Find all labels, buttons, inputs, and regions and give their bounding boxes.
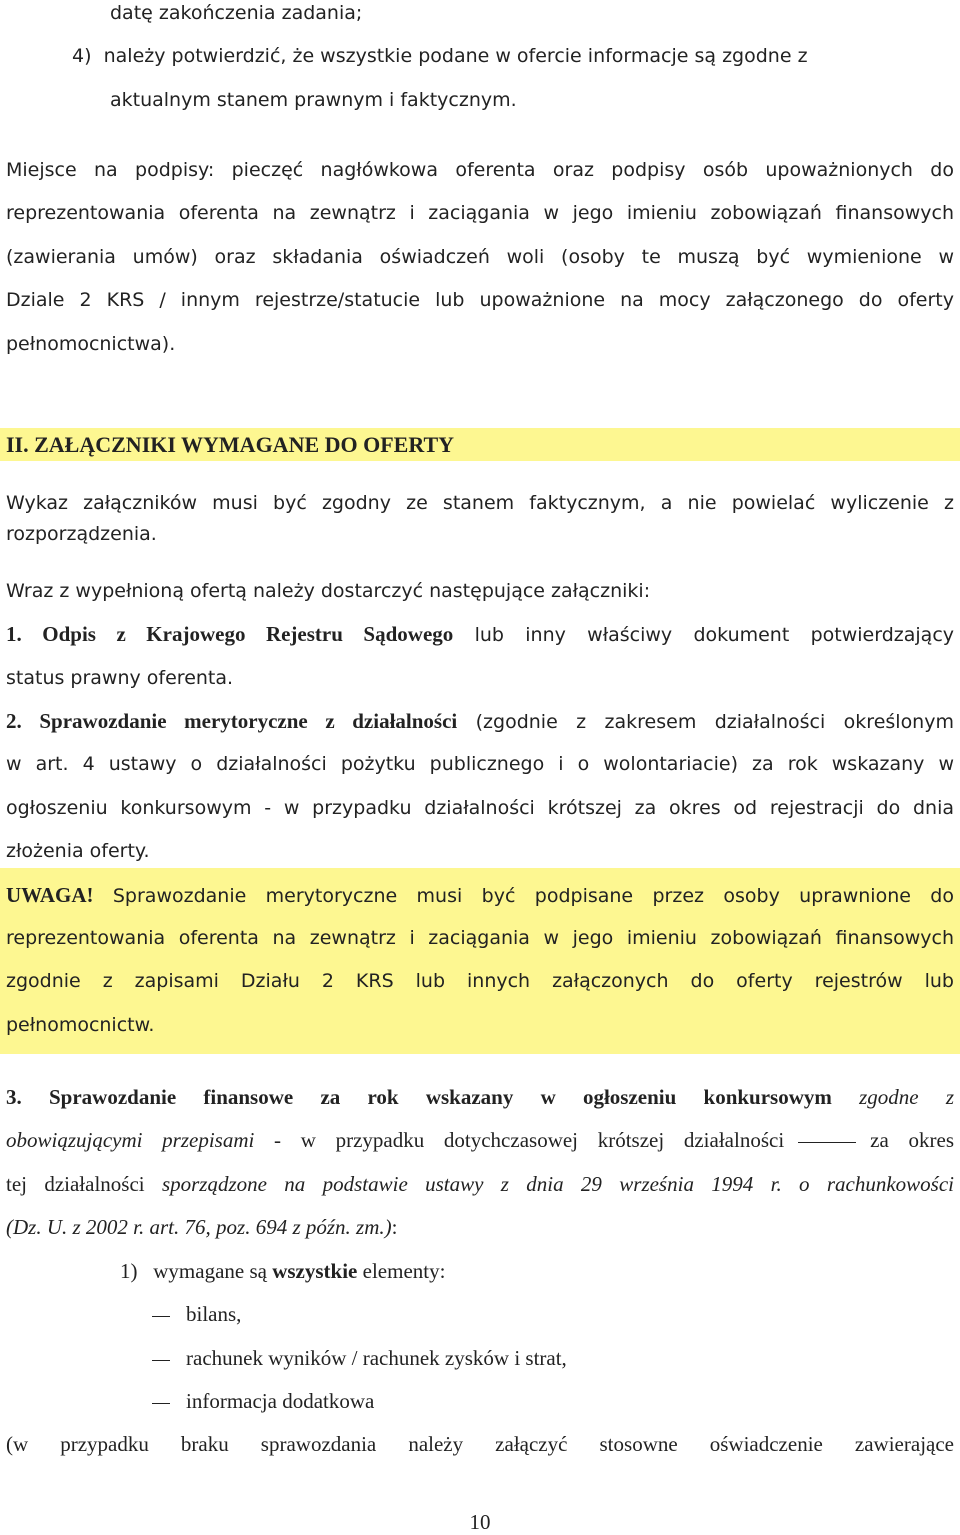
intro-line-1: Wykaz załączników musi być zgodny ze stanem faktycznym, a nie powielać wyliczenie z	[6, 492, 954, 514]
item1-line-2: status prawny oferenta.	[6, 667, 234, 689]
dash-item-text: rachunek wyników / rachunek zysków i strat,	[186, 1346, 567, 1370]
intro-line-3: Wraz z wypełnioną ofertą należy dostarczyć następujące załączniki:	[6, 580, 651, 602]
item2-line-1	[6, 708, 954, 735]
top-line-1: datę zakończenia zadania;	[110, 2, 363, 24]
list-text: należy potwierdzić, że wszystkie podane w ofercie informacje są zgodne z	[103, 45, 808, 67]
dash-item	[152, 1301, 954, 1327]
item3-italic-4: (Dz. U. z 2002 r. art. 76, poz. 694 z późn. zm.)	[6, 1215, 392, 1239]
item2-line-3: ogłoszeniu konkursowym - w przypadku działalności krótszej za okres od rejestracji do dnia	[6, 797, 954, 819]
req-number: 1)	[120, 1259, 138, 1283]
sign-line-5: pełnomocnictwa).	[6, 333, 176, 355]
dash-bullet	[152, 1403, 170, 1404]
list-number: 4)	[72, 45, 92, 67]
item3-text-2: - w przypadku dotychczasowej krótszej działalności	[254, 1128, 785, 1152]
section-heading: II. ZAŁĄCZNIKI WYMAGANE DO OFERTY	[6, 432, 455, 457]
item3-italic-3: sporządzone na podstawie ustawy z dnia 29 września 1994 r. o rachunkowości	[144, 1172, 954, 1196]
item3-italic-2: obowiązującymi przepisami	[6, 1128, 255, 1152]
item3-text-3: tej działalności	[6, 1172, 145, 1196]
item1-line-1	[6, 621, 954, 648]
sign-line-3: (zawierania umów) oraz składania oświadczeń woli (osoby te muszą być wymienione w	[6, 246, 954, 268]
dash-item	[152, 1345, 954, 1371]
item3-line-4	[6, 1214, 954, 1240]
page-number: 10	[469, 1510, 491, 1534]
dash-bullet	[152, 1360, 170, 1361]
item2-title: 2. Sprawozdanie merytoryczne z działalności	[6, 709, 458, 733]
uwaga-line-1	[6, 882, 954, 909]
req-line	[120, 1258, 954, 1284]
last-line: (w przypadku braku sprawozdania należy załączyć stosowne oświadczenie zawierające	[6, 1432, 954, 1456]
sign-line-2: reprezentowania oferenta na zewnątrz i zaciągania w jego imieniu zobowiązań finansowych	[6, 202, 954, 224]
dash-item-text: bilans,	[186, 1302, 242, 1326]
item3-line-1	[6, 1084, 954, 1110]
item3-italic: zgodne z	[831, 1085, 954, 1109]
uwaga-line-4: pełnomocnictw.	[6, 1014, 155, 1036]
top-line-2	[72, 43, 954, 69]
sign-text: pieczęć nagłówkowa oferenta oraz podpisy osób upoważnionych do	[231, 159, 954, 181]
uwaga-label: UWAGA!	[6, 883, 94, 907]
item3-text-2b: za okres	[870, 1128, 954, 1152]
long-dash	[798, 1142, 856, 1143]
item3-line-3	[6, 1171, 954, 1197]
dash-item-text: informacja dodatkowa	[186, 1389, 375, 1413]
intro-line-2: rozporządzenia.	[6, 523, 157, 545]
item2-text: (zgodnie z zakresem działalności określonym	[457, 711, 954, 733]
item1-text: lub inny właściwy dokument potwierdzający	[453, 624, 955, 646]
uwaga-text: Sprawozdanie merytoryczne musi być podpisane przez osoby uprawnione do	[93, 885, 954, 907]
sign-label: Miejsce na podpisy:	[6, 159, 215, 181]
sign-line-1	[6, 157, 954, 183]
item2-line-2: w art. 4 ustawy o działalności pożytku publicznego i o wolontariacie) za rok wskazany w	[6, 753, 954, 775]
req-text-bold: wszystkie	[272, 1259, 358, 1283]
req-text-c: elementy:	[357, 1259, 446, 1283]
dash-bullet	[152, 1316, 170, 1317]
req-text-a: wymagane są	[153, 1259, 273, 1283]
uwaga-line-3: zgodnie z zapisami Działu 2 KRS lub innych załączonych do oferty rejestrów lub	[6, 970, 954, 992]
item3-line-2	[6, 1127, 954, 1153]
item3-colon: :	[391, 1215, 398, 1239]
item2-line-4: złożenia oferty.	[6, 840, 150, 862]
sign-line-4: Dziale 2 KRS / innym rejestrze/statucie lub upoważnione na mocy załączonego do oferty	[6, 289, 954, 311]
item3-title: 3. Sprawozdanie finansowe za rok wskazany w ogłoszeniu konkursowym	[6, 1085, 832, 1109]
dash-item	[152, 1388, 954, 1414]
uwaga-line-2: reprezentowania oferenta na zewnątrz i zaciągania w jego imieniu zobowiązań finansowych	[6, 927, 954, 949]
item1-title: 1. Odpis z Krajowego Rejestru Sądowego	[6, 622, 454, 646]
top-line-3: aktualnym stanem prawnym i faktycznym.	[110, 89, 517, 111]
